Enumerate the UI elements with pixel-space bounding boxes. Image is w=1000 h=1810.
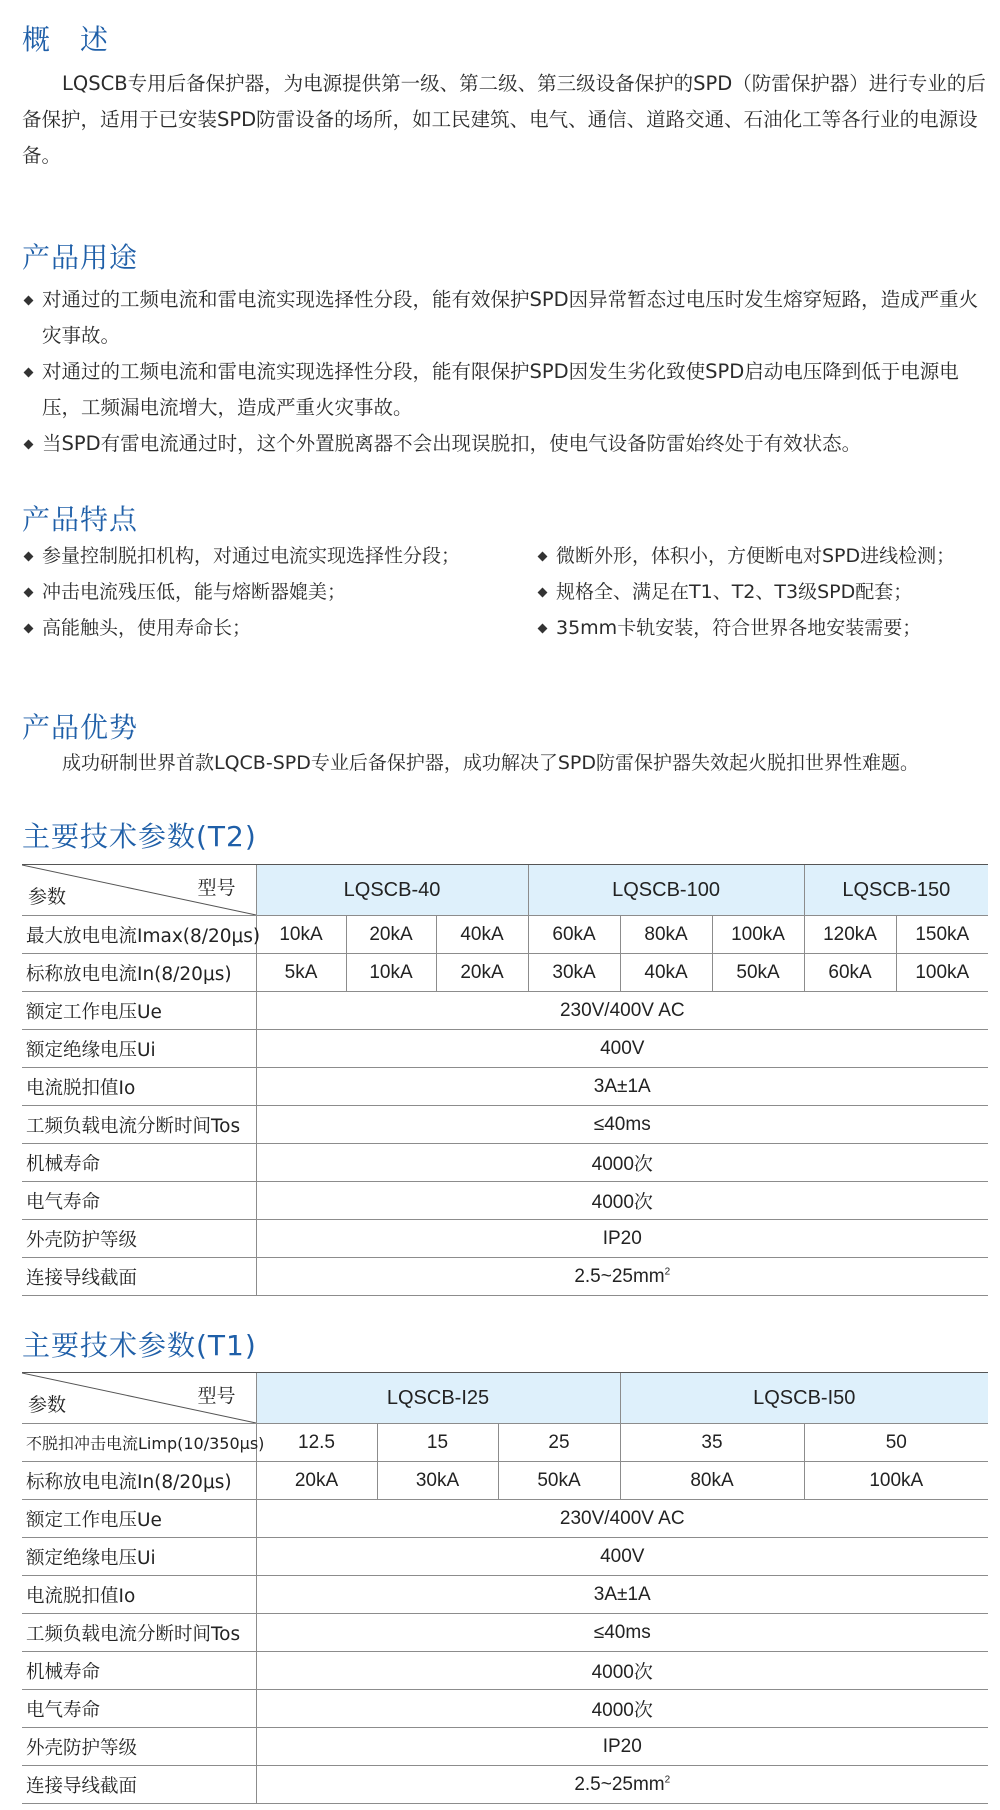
t2-cell: 60kA	[804, 954, 896, 992]
t2-corner-param-label: 参数	[28, 886, 67, 908]
t1-row-label: 额定工作电压Ue	[22, 1500, 256, 1538]
t1-param-row	[22, 1500, 988, 1538]
t2-param-row	[22, 1106, 988, 1144]
t2-param-row	[22, 1030, 988, 1068]
feature-item: 高能触头，使用寿命长；	[22, 610, 522, 646]
overview-text: LQSCB专用后备保护器，为电源提供第一级、第二级、第三级设备保护的SPD（防雷保护器）进行专业的后备保护，适用于已安装SPD防雷设备的场所，如工民建筑、电气、通信、道路交通、石油化工等各行业的电源设备。	[22, 72, 986, 167]
t1-row-label: 机械寿命	[22, 1652, 256, 1690]
t2-cell: 100kA	[896, 954, 988, 992]
t2-model-header: LQSCB-100	[528, 865, 804, 916]
t1-row-label: 额定绝缘电压Ui	[22, 1538, 256, 1576]
t2-row-label: 最大放电电流Imax(8/20μs)	[22, 916, 256, 954]
t1-param-row	[22, 1538, 988, 1576]
features-heading: 产品特点	[22, 503, 139, 536]
t2-model-header: LQSCB-40	[256, 865, 528, 916]
feature-item: 35mm卡轨安装，符合世界各地安装需要；	[536, 610, 996, 646]
t1-limp-row	[22, 1424, 988, 1462]
t1-param-row	[22, 1614, 988, 1652]
t2-row-value: IP20	[256, 1220, 988, 1258]
t1-cell: 100kA	[804, 1462, 988, 1500]
wire-superscript: 2	[664, 1266, 671, 1278]
t1-row-label: 外壳防护等级	[22, 1728, 256, 1766]
t2-corner-cell	[22, 865, 256, 916]
t2-cell: 150kA	[896, 916, 988, 954]
t2-cell: 80kA	[620, 916, 712, 954]
feature-item: 参量控制脱扣机构，对通过电流实现选择性分段；	[22, 538, 522, 574]
t1-param-row	[22, 1728, 988, 1766]
t2-cell: 10kA	[256, 916, 346, 954]
t1-row-value: 400V	[256, 1538, 988, 1576]
t2-imax-row	[22, 916, 988, 954]
t2-row-label: 标称放电电流In(8/20μs)	[22, 954, 256, 992]
t1-in-row	[22, 1462, 988, 1500]
usage-item: 当SPD有雷电流通过时，这个外置脱离器不会出现误脱扣，使电气设备防雷始终处于有效状态。	[22, 426, 997, 462]
t2-cell: 20kA	[436, 954, 528, 992]
t1-corner-param-label: 参数	[28, 1394, 67, 1416]
t2-row-value: 4000次	[256, 1182, 988, 1220]
t2-cell: 5kA	[256, 954, 346, 992]
t1-row-label: 电流脱扣值Io	[22, 1576, 256, 1614]
t1-row-value: IP20	[256, 1728, 988, 1766]
t1-corner-model-label: 型号	[197, 1385, 236, 1407]
t2-param-row	[22, 1068, 988, 1106]
t2-cell: 40kA	[436, 916, 528, 954]
t2-cell: 30kA	[528, 954, 620, 992]
feature-item: 规格全、满足在T1、T2、T3级SPD配套；	[536, 574, 996, 610]
t1-row-label: 标称放电电流In(8/20μs)	[22, 1462, 256, 1500]
t2-header-row	[22, 865, 988, 916]
t1-param-row	[22, 1652, 988, 1690]
t2-row-value: 230V/400V AC	[256, 992, 988, 1030]
usage-list	[22, 282, 997, 462]
t2-row-label: 连接导线截面	[22, 1258, 256, 1296]
t2-cell: 20kA	[346, 916, 436, 954]
t1-cell: 35	[620, 1424, 804, 1462]
t1-param-row	[22, 1690, 988, 1728]
t2-param-row	[22, 992, 988, 1030]
t2-wire-row	[22, 1258, 988, 1296]
t1-row-value: 3A±1A	[256, 1576, 988, 1614]
t2-row-label: 机械寿命	[22, 1144, 256, 1182]
t2-heading: 主要技术参数(T2)	[22, 820, 257, 853]
features-list-right	[536, 538, 996, 646]
feature-item: 微断外形，体积小，方便断电对SPD进线检测；	[536, 538, 996, 574]
t2-row-label: 额定绝缘电压Ui	[22, 1030, 256, 1068]
overview-paragraph	[22, 66, 987, 174]
t2-cell: 120kA	[804, 916, 896, 954]
t2-in-row	[22, 954, 988, 992]
advantage-heading: 产品优势	[22, 711, 139, 744]
t2-row-label: 电流脱扣值Io	[22, 1068, 256, 1106]
t1-spec-table	[22, 1372, 988, 1804]
t2-row-value: 3A±1A	[256, 1068, 988, 1106]
t1-heading: 主要技术参数(T1)	[22, 1329, 257, 1362]
t2-param-row	[22, 1144, 988, 1182]
t2-spec-table	[22, 864, 988, 1296]
t1-cell: 15	[377, 1424, 498, 1462]
t1-cell: 80kA	[620, 1462, 804, 1500]
t2-row-label: 工频负载电流分断时间Tos	[22, 1106, 256, 1144]
t2-row-label: 电气寿命	[22, 1182, 256, 1220]
t2-corner-model-label: 型号	[197, 877, 236, 899]
t2-row-value: 400V	[256, 1030, 988, 1068]
t1-cell: 50kA	[498, 1462, 620, 1500]
t1-param-row	[22, 1576, 988, 1614]
t1-header-row	[22, 1373, 988, 1424]
t2-row-value: 4000次	[256, 1144, 988, 1182]
wire-superscript: 2	[664, 1774, 671, 1786]
t2-cell: 60kA	[528, 916, 620, 954]
t2-cell: 100kA	[712, 916, 804, 954]
wire-value: 2.5~25mm	[574, 1265, 665, 1287]
t1-cell: 30kA	[377, 1462, 498, 1500]
t2-row-value	[256, 1258, 988, 1296]
t1-model-header: LQSCB-I25	[256, 1373, 620, 1424]
t1-cell: 12.5	[256, 1424, 377, 1462]
t2-param-row	[22, 1182, 988, 1220]
t2-row-label: 外壳防护等级	[22, 1220, 256, 1258]
features-list-left	[22, 538, 522, 646]
t1-row-value: 4000次	[256, 1690, 988, 1728]
t2-cell: 10kA	[346, 954, 436, 992]
t2-row-value: ≤40ms	[256, 1106, 988, 1144]
t1-model-header: LQSCB-I50	[620, 1373, 988, 1424]
t2-model-header: LQSCB-150	[804, 865, 988, 916]
wire-value: 2.5~25mm	[574, 1773, 665, 1795]
usage-item: 对通过的工频电流和雷电流实现选择性分段，能有限保护SPD因发生劣化致使SPD启动电压降到低于电源电压，工频漏电流增大，造成严重火灾事故。	[22, 354, 997, 426]
t1-row-value: 4000次	[256, 1652, 988, 1690]
t1-row-value: ≤40ms	[256, 1614, 988, 1652]
t1-row-label: 连接导线截面	[22, 1766, 256, 1804]
t1-row-label: 电气寿命	[22, 1690, 256, 1728]
overview-heading: 概 述	[22, 23, 110, 56]
advantage-paragraph	[22, 745, 1000, 781]
t2-cell: 50kA	[712, 954, 804, 992]
t2-row-label: 额定工作电压Ue	[22, 992, 256, 1030]
t1-row-label: 工频负载电流分断时间Tos	[22, 1614, 256, 1652]
advantage-text: 成功研制世界首款LQCB-SPD专业后备保护器，成功解决了SPD防雷保护器失效起火脱扣世界性难题。	[62, 752, 919, 774]
t1-cell: 25	[498, 1424, 620, 1462]
t1-corner-cell	[22, 1373, 256, 1424]
feature-item: 冲击电流残压低，能与熔断器媲美；	[22, 574, 522, 610]
usage-heading: 产品用途	[22, 241, 139, 274]
t2-cell: 40kA	[620, 954, 712, 992]
t1-row-value	[256, 1766, 988, 1804]
t1-row-label: 不脱扣冲击电流Limp(10/350μs)	[22, 1424, 256, 1462]
t1-cell: 50	[804, 1424, 988, 1462]
t1-cell: 20kA	[256, 1462, 377, 1500]
t2-param-row	[22, 1220, 988, 1258]
usage-item: 对通过的工频电流和雷电流实现选择性分段，能有效保护SPD因异常暂态过电压时发生熔穿短路，造成严重火灾事故。	[22, 282, 997, 354]
t1-wire-row	[22, 1766, 988, 1804]
t1-row-value: 230V/400V AC	[256, 1500, 988, 1538]
